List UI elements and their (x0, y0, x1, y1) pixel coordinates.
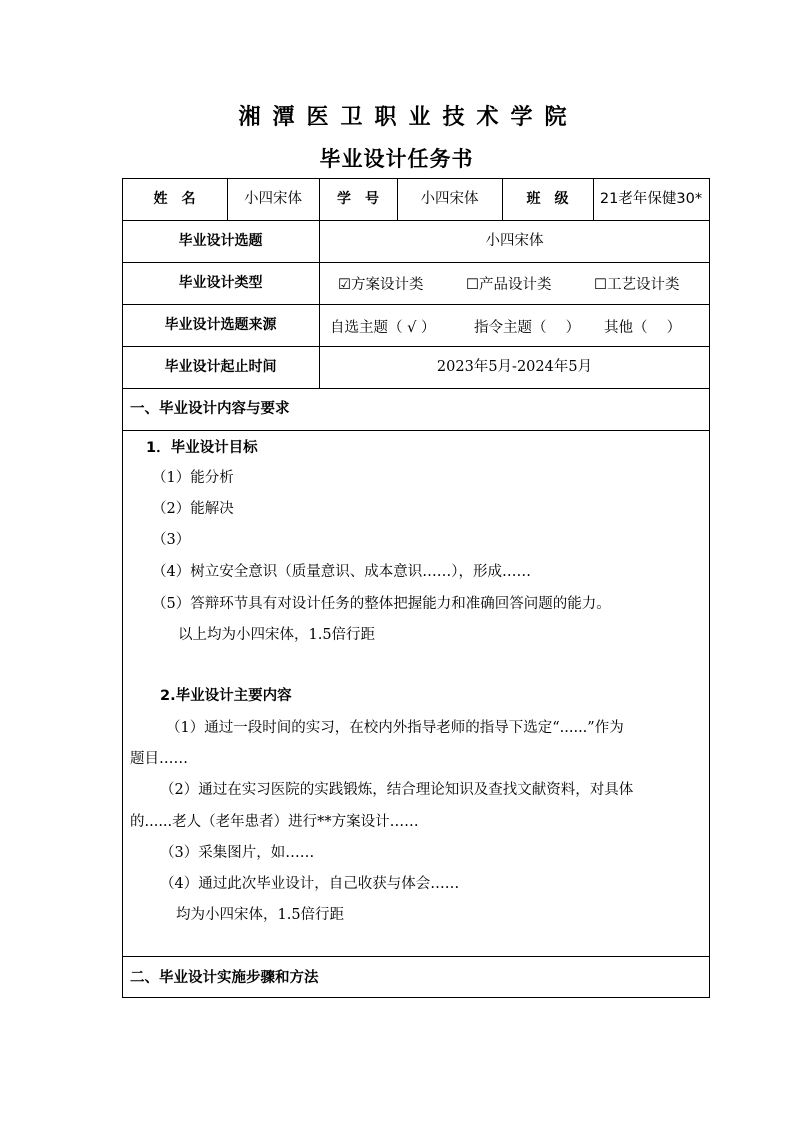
type-option-plan: ☑方案设计类 (338, 277, 424, 293)
type-label: 毕业设计类型 (178, 275, 263, 291)
period-label: 毕业设计起止时间 (164, 359, 277, 375)
content-heading: 2.毕业设计主要内容 (160, 688, 292, 704)
content-item: （2）通过在实习医院的实践锻炼，结合理论知识及查找文献资料，对具体 (160, 782, 634, 798)
period-value: 2023年5月-2024年5月 (436, 359, 593, 375)
goal-item: （4）树立安全意识（质量意识、成本意识……），形成…… (152, 564, 531, 580)
goal-item: （1）能分析 (152, 470, 234, 486)
class-label: 班 级 (526, 191, 569, 207)
name-label: 姓 名 (153, 191, 196, 207)
section2-heading: 二、毕业设计实施步骤和方法 (130, 970, 319, 986)
row-divider (122, 430, 710, 431)
topic-label: 毕业设计选题 (178, 233, 263, 249)
type-option-process: ☐工艺设计类 (594, 277, 680, 293)
content-item: （3）采集图片，如…… (160, 845, 315, 861)
topic-value: 小四宋体 (485, 233, 544, 249)
content-item: 的......老人（老年患者）进行**方案设计…… (130, 814, 419, 830)
class-value: 21老年保健30* (599, 191, 703, 207)
content-item: （1）通过一段时间的实习，在校内外指导老师的指导下选定“......”作为 (166, 720, 624, 736)
source-label: 毕业设计选题来源 (164, 317, 277, 333)
content-item: （4）通过此次毕业设计，自己收获与体会…… (160, 876, 460, 892)
goal-heading: 1．毕业设计目标 (146, 440, 258, 456)
content-item: 题目…… (130, 751, 188, 767)
goal-item: （5）答辩环节具有对设计任务的整体把握能力和准确回答问题的能力。 (152, 596, 611, 612)
goal-item: （2）能解决 (152, 501, 234, 517)
row-divider (122, 956, 710, 957)
name-value: 小四宋体 (244, 191, 302, 207)
student-id-label: 学 号 (337, 191, 379, 207)
row-divider (122, 388, 710, 389)
student-id-value: 小四宋体 (420, 191, 479, 207)
col-divider (593, 178, 594, 220)
type-option-product: ☐产品设计类 (466, 277, 552, 293)
source-option-assigned: 指令主题（ ） (474, 320, 581, 336)
school-name: 湘潭医卫职业技术学院 (238, 105, 579, 130)
source-option-other: 其他（ ） (604, 320, 682, 336)
section1-heading: 一、毕业设计内容与要求 (130, 401, 290, 417)
source-option-self: 自选主题（ √ ） (330, 320, 436, 336)
goal-item: （3） (152, 532, 191, 548)
document-title: 毕业设计任务书 (319, 147, 474, 171)
content-note: 均为小四宋体，1.5倍行距 (176, 907, 345, 923)
goal-note: 以上均为小四宋体，1.5倍行距 (178, 627, 376, 643)
